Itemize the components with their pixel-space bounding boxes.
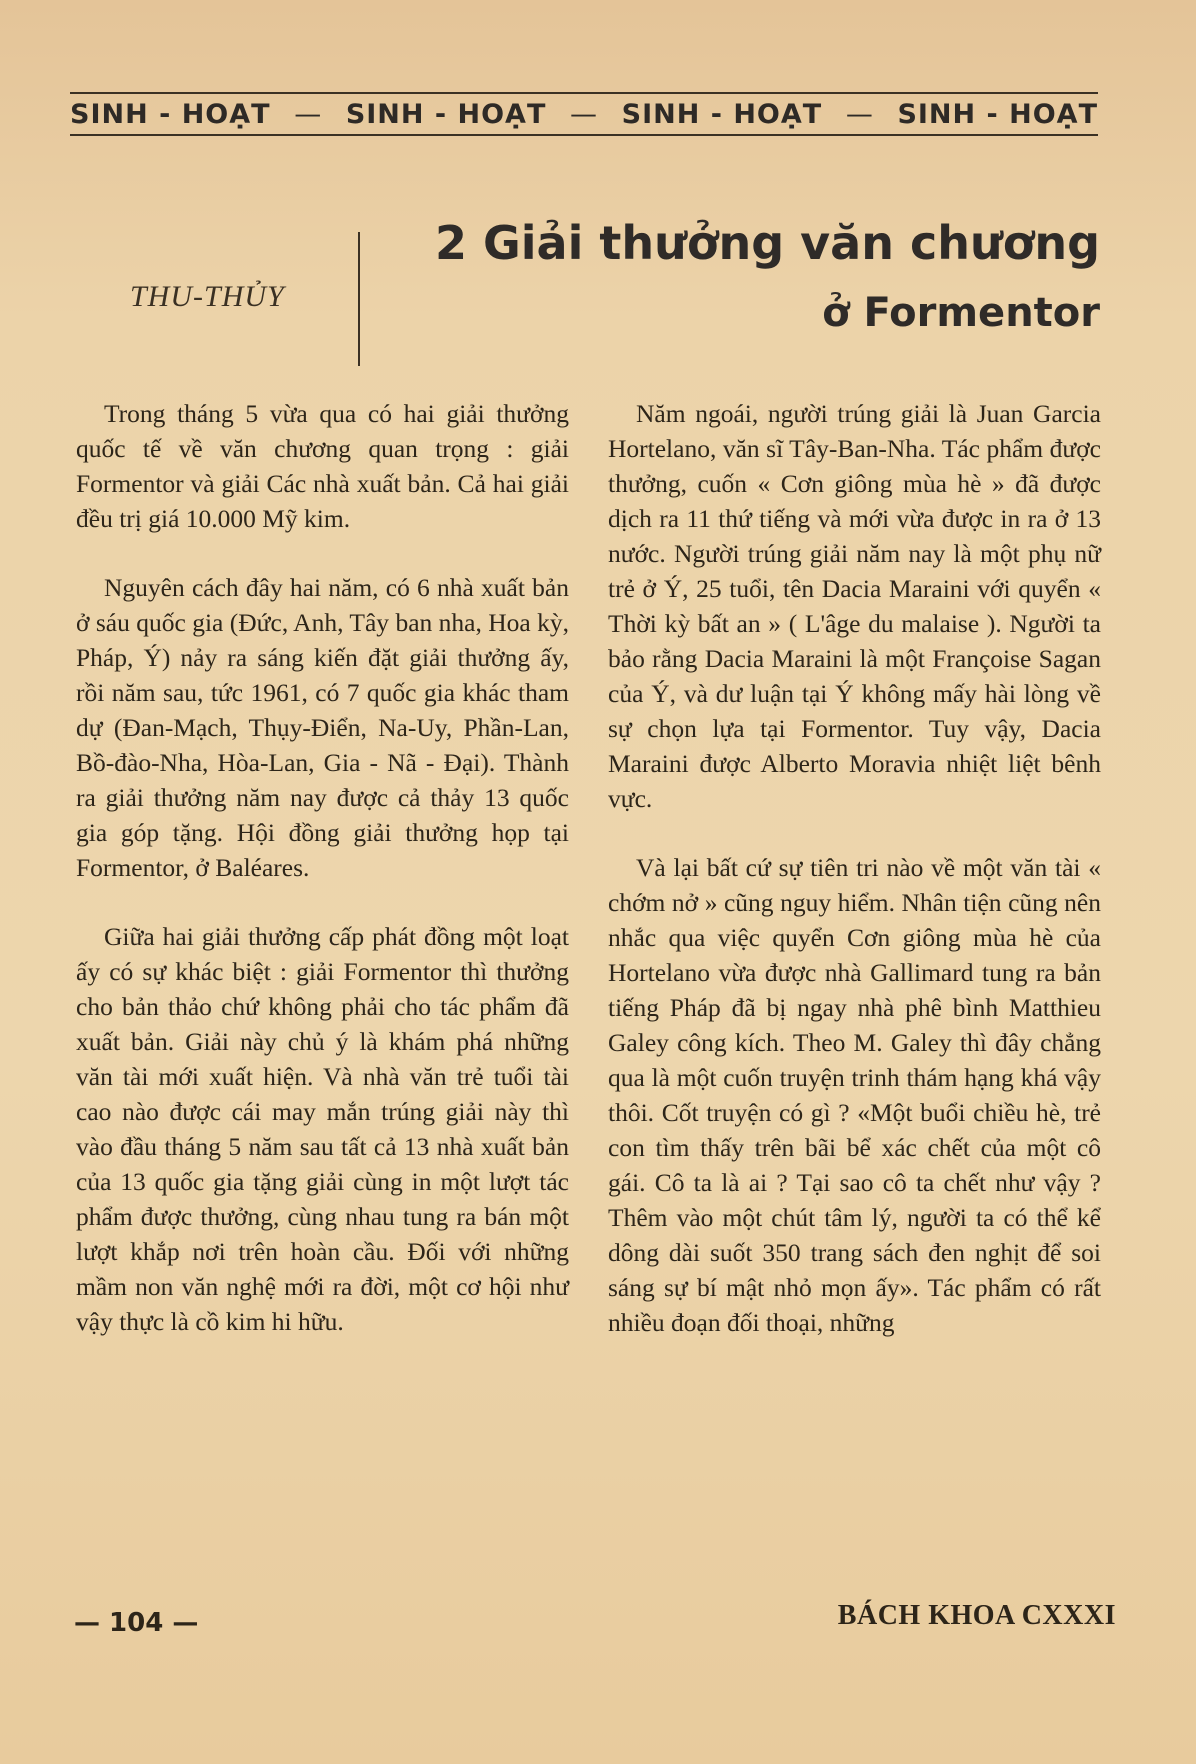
running-head-3: SINH - HOẠT (621, 98, 823, 130)
title-line-1: 2 Giải thưởng văn chương (435, 216, 1100, 270)
article-title (435, 212, 1100, 344)
paragraph: Nguyên cách đây hai năm, có 6 nhà xuất bản ở sáu quốc gia (Đức, Anh, Tây ban nha, Hoa kỳ, Pháp, Ý) nảy ra sáng kiến đặt giải thưởng ấy, rồi năm sau, tức 1961, có 7 quốc gia khác tham dự (Đan-Mạch, Thụy-Điển, Na-Uy, Phần-Lan, Bồ-đào-Nha, Hòa-Lan, Gia - Nã - Đại). Thành ra giải thưởng năm nay được cả thảy 13 quốc gia góp tặng. Hội đồng giải thưởng họp tại Formentor, ở Baléares. (76, 573, 569, 882)
journal-name: BÁCH KHOA CXXXI (837, 1600, 1116, 1631)
paragraph: Năm ngoái, người trúng giải là Juan Garcia Hortelano, văn sĩ Tây-Ban-Nha. Tác phẩm được thưởng, cuốn « Cơn giông mùa hè » đã được dịch ra 11 thứ tiếng và mới vừa được in ra ở 13 nước. Người trúng giải năm nay là một phụ nữ trẻ ở Ý, 25 tuổi, tên Dacia Maraini với quyển « Thời kỳ bất an » ( L'âge du malaise ). Người ta bảo rằng Dacia Maraini là một Françoise Sagan của Ý, và dư luận tại Ý không mấy hài lòng về sự chọn lựa tại Formentor. Tuy vậy, Dacia Maraini được Alberto Moravia nhiệt liệt bênh vực. (608, 399, 1101, 813)
paragraph: Và lại bất cứ sự tiên tri nào về một văn tài « chớm nở » cũng nguy hiểm. Nhân tiện cũng nên nhắc qua việc quyển Cơn giông mùa hè của Hortelano vừa được nhà Gallimard tung ra bản tiếng Pháp đã bị ngay nhà phê bình Matthieu Galey công kích. Theo M. Galey thì đây chẳng qua là một cuốn truyện trinh thám hạng khá vậy thôi. Cốt truyện có gì ? «Một buổi chiều hè, trẻ con tìm thấy trên bãi bể xác chết của một cô gái. Cô ta là ai ? Tại sao cô ta chết như vậy ? Thêm vào một chút tâm lý, người ta có thể kể dông dài suốt 350 trang sách đen nghịt để soi sáng sự bí mật nhỏ mọn ấy». Tác phẩm có rất nhiều đoạn đối thoại, những (608, 853, 1101, 1337)
right-column (608, 396, 1101, 1374)
paragraph: Giữa hai giải thưởng cấp phát đồng một loạt ấy có sự khác biệt : giải Formentor thì thưởng cho bản thảo chứ không phải cho tác phẩm đã xuất bản. Giải này chủ ý là khám phá những văn tài mới xuất hiện. Và nhà văn trẻ tuổi tài cao nào được cái may mắn trúng giải này thì vào đầu tháng 5 năm sau tất cả 13 nhà xuất bản của 13 quốc gia tặng giải cùng in một lượt tác phẩm được thưởng, cùng nhau tung ra bán một lượt khắp nơi trên hoàn cầu. Đối với những mầm non văn nghệ mới ra đời, một cơ hội như vậy thực là cồ kim hi hữu. (76, 922, 569, 1336)
paragraph: Trong tháng 5 vừa qua có hai giải thưởng quốc tế về văn chương quan trọng : giải Formentor và giải Các nhà xuất bản. Cả hai giải đều trị giá 10.000 Mỹ kim. (76, 399, 569, 533)
left-column (76, 396, 569, 1373)
header-separator: — (570, 98, 598, 130)
header-separator: — (845, 98, 874, 130)
running-header (70, 92, 1098, 136)
title-divider (358, 232, 360, 366)
running-head-2: SINH - HOẠT (345, 98, 547, 130)
article-author: THU-THỦY (130, 280, 285, 313)
header-separator: — (294, 98, 323, 130)
running-head-1: SINH - HOẠT (70, 98, 271, 130)
page-number: — 104 — (74, 1608, 199, 1638)
title-line-2: ở Formentor (822, 290, 1100, 336)
running-head-4: SINH - HOẠT (897, 98, 1098, 130)
